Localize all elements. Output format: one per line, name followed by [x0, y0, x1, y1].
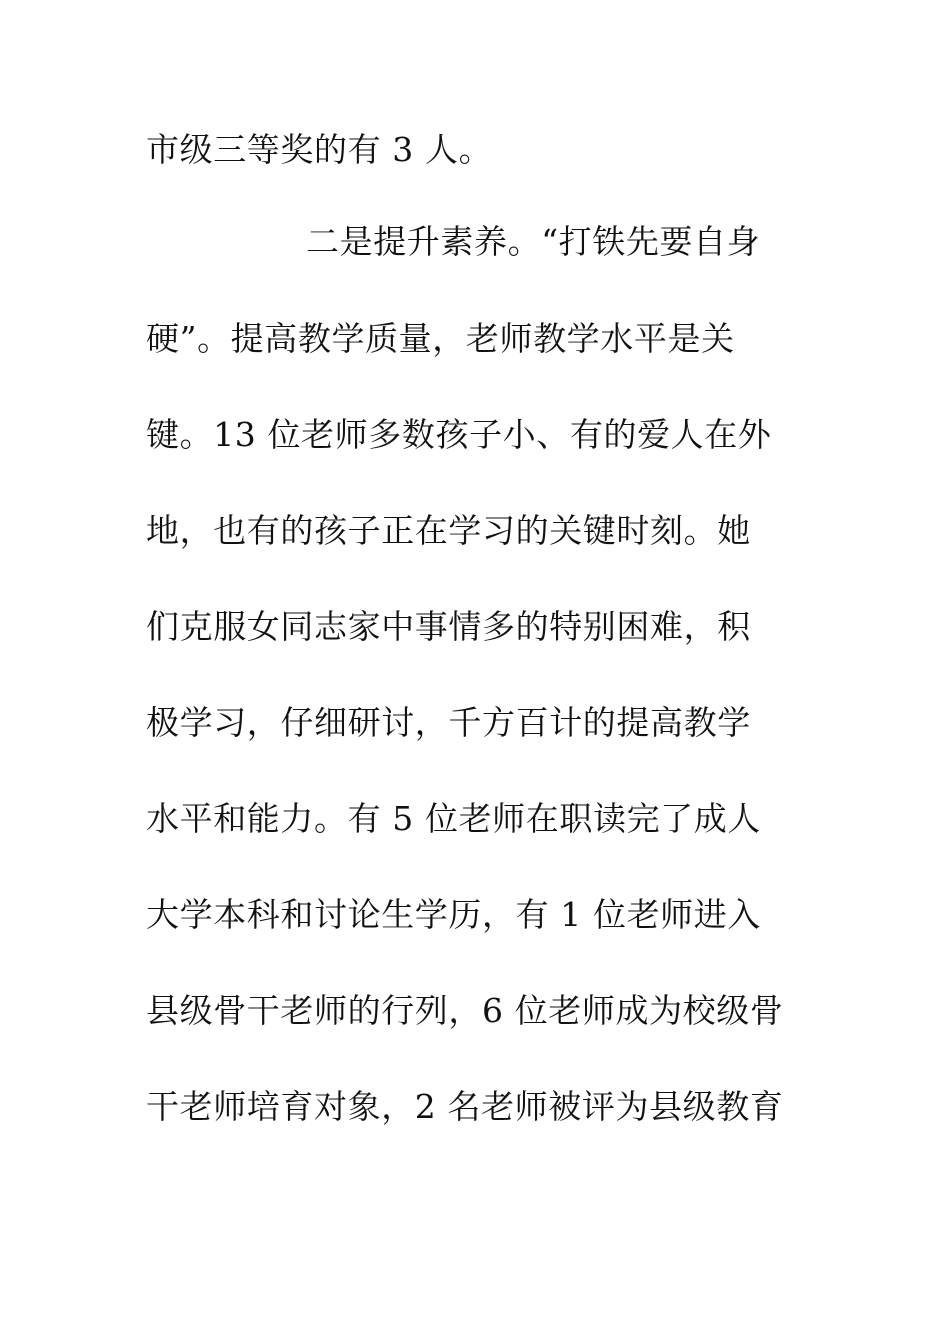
text-line: 键。13 位老师多数孩子小、有的爱人在外 — [146, 415, 772, 454]
text-line: 极学习，仔细研讨，千方百计的提高教学 — [146, 703, 751, 742]
text-line: 地，也有的孩子正在学习的关键时刻。她 — [146, 511, 751, 550]
text-line: 水平和能力。有 5 位老师在职读完了成人 — [146, 799, 761, 838]
text-line: 县级骨干老师的行列，6 位老师成为校级骨 — [146, 991, 784, 1030]
text-line: 大学本科和讨论生学历，有 1 位老师进入 — [146, 895, 761, 934]
text-line: 市级三等奖的有 3 人。 — [146, 130, 493, 169]
text-line: 硬”。提高教学质量，老师教学水平是关 — [146, 319, 735, 358]
paragraph-start-line: 二是提升素养。“打铁先要自身 — [306, 222, 761, 261]
text-line: 干老师培育对象，2 名老师被评为县级教育 — [146, 1087, 784, 1126]
text-line: 们克服女同志家中事情多的特别困难，积 — [146, 607, 751, 646]
